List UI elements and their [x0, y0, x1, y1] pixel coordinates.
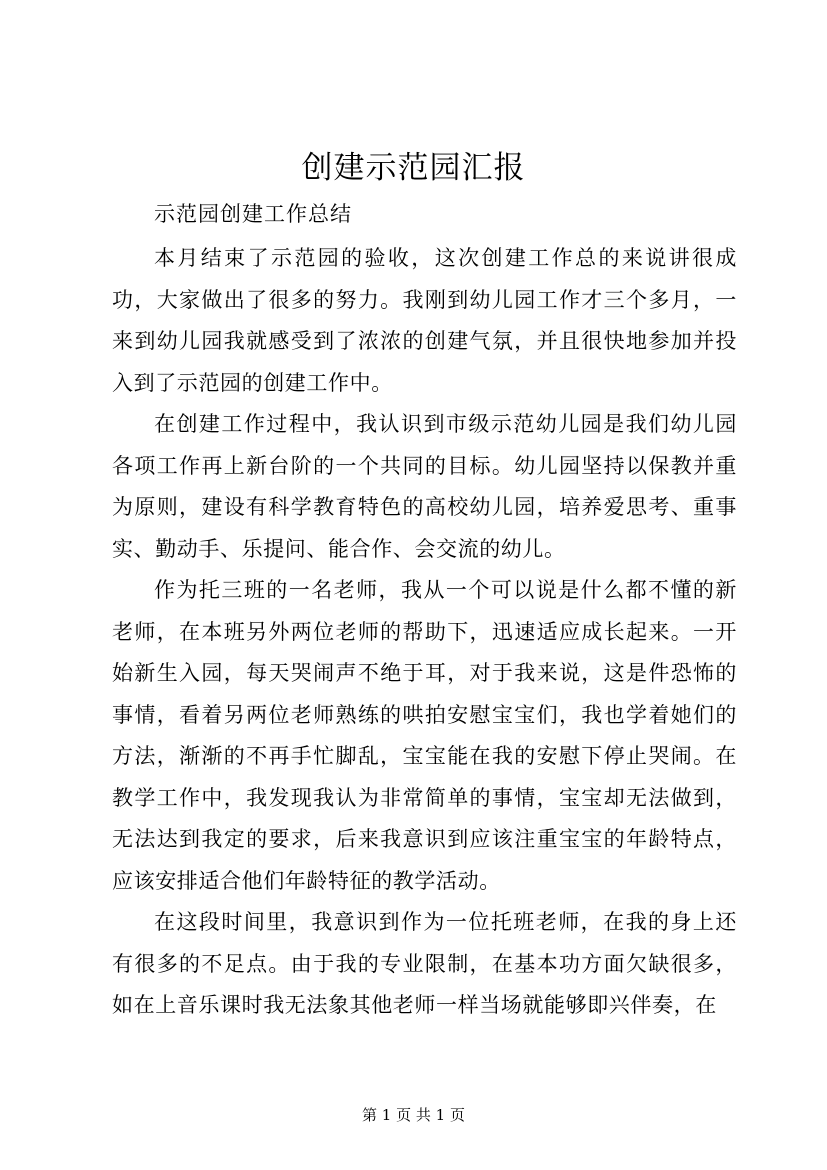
paragraph: 作为托三班的一名老师，我从一个可以说是什么都不懂的新老师，在本班另外两位老师的帮助下，迅速适应成长起来。一开始新生入园，每天哭闹声不绝于耳，对于我来说，这是件恐怖的事情，看着另两位老师熟练的哄拍安慰宝宝们，我也学着她们的方法，渐渐的不再手忙脚乱，宝宝能在我的安慰下停止哭闹。在教学工作中，我发现我认为非常简单的事情，宝宝却无法做到，无法达到我定的要求，后来我意识到应该注重宝宝的年龄特点，应该安排适合他们年龄特征的教学活动。	[112, 578, 737, 893]
page-title: 创建示范园汇报	[301, 150, 526, 186]
paragraph: 本月结束了示范园的验收，这次创建工作总的来说讲很成功，大家做出了很多的努力。我刚到幼儿园工作才三个多月，一来到幼儿园我就感受到了浓浓的创建气氛，并且很快地参加并投入到了示范园的创建工作中。	[112, 246, 737, 395]
document-subtitle: 示范园创建工作总结	[154, 202, 352, 226]
paragraph: 在这段时间里，我意识到作为一位托班老师，在我的身上还有很多的不足点。由于我的专业限制，在基本功方面欠缺很多，如在上音乐课时我无法象其他老师一样当场就能够即兴伴奏，在	[112, 910, 737, 1017]
document-body	[112, 238, 737, 1027]
page-footer: 第 1 页 共 1 页	[362, 1106, 465, 1124]
paragraph: 在创建工作过程中，我认识到市级示范幼儿园是我们幼儿园各项工作再上新台阶的一个共同的目标。幼儿园坚持以保教并重为原则，建设有科学教育特色的高校幼儿园，培养爱思考、重事实、勤动手、乐提问、能合作、会交流的幼儿。	[112, 412, 737, 561]
